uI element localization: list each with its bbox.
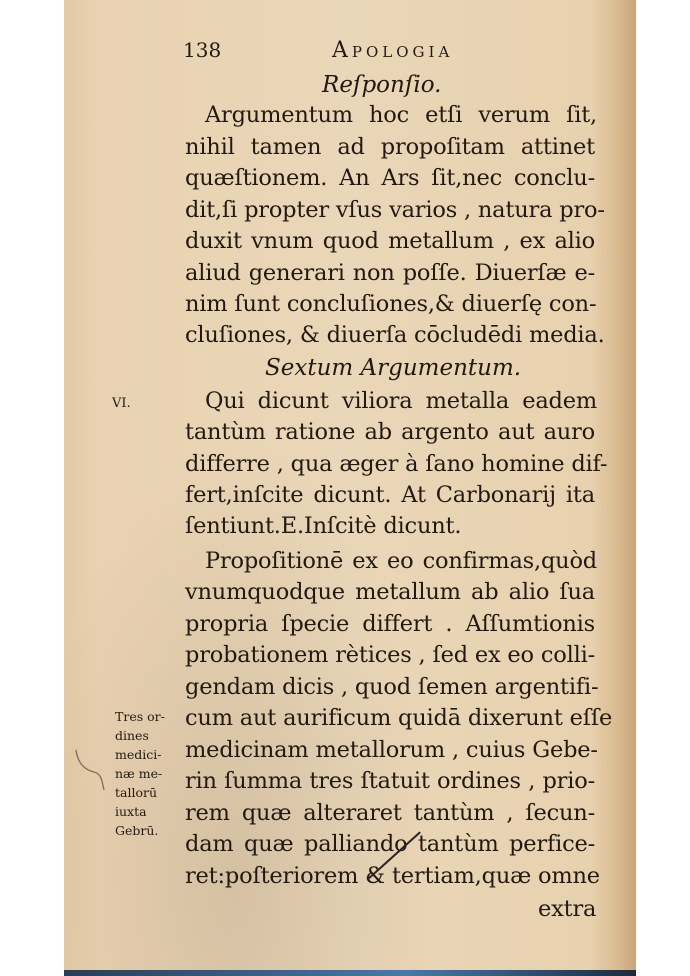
margin-note-line: medici- <box>115 747 162 762</box>
ink-squiggle-mark <box>64 740 114 800</box>
text-line: quæſtionem. An Ars ſit,nec conclu- <box>185 165 595 191</box>
margin-note-line: tallorū <box>115 785 158 800</box>
text-line: Propoſitionē ex eo confirmas,quòd <box>205 548 597 574</box>
text-line: gendam dicis , quod ſemen argentifi- <box>185 674 599 700</box>
text-line: rem quæ alteraret tantùm , ſecun- <box>185 800 595 826</box>
text-line: aliud generari non poſſe. Diuerſæ e- <box>185 260 595 286</box>
text-line: nim ſunt concluſiones,& diuerſę con- <box>185 291 597 317</box>
text-line: Argumentum hoc etſi verum ſit, <box>205 102 597 128</box>
text-line: fert,inſcite dicunt. At Carbonarij ita <box>185 482 595 508</box>
text-line: dam quæ palliando tantùm perfice- <box>185 831 595 857</box>
margin-note-line: næ me- <box>115 766 163 781</box>
text-line: differre , qua æger à ſano homine dif- <box>185 451 608 477</box>
text-line: vnumquodque metallum ab alio ſua <box>185 579 595 605</box>
margin-note-line: dines <box>115 728 149 743</box>
text-line: probationem rètices , ſed ex eo colli- <box>185 642 595 668</box>
text-line: propria ſpecie differt . Aſſumtionis <box>185 611 595 637</box>
text-line: rin ſumma tres ſtatuit ordines , prio- <box>185 768 595 794</box>
margin-note-line: Gebrū. <box>115 823 159 838</box>
text-line: medicinam metallorum , cuius Gebe- <box>185 737 598 763</box>
heading-responsio: Reſponſio. <box>322 72 442 98</box>
margin-note-line: iuxta <box>115 804 147 819</box>
text-line: ret:poſteriorem & tertiam,quæ omne <box>185 863 600 889</box>
margin-note <box>115 707 175 840</box>
page-number: 138 <box>183 38 222 62</box>
catchword: extra <box>538 896 597 922</box>
text-line: duxit vnum quod metallum , ex alio <box>185 228 595 254</box>
margin-note-line: Tres or- <box>115 709 165 724</box>
text-line: nihil tamen ad propoſitam attinet <box>185 134 595 160</box>
book-page <box>64 0 636 970</box>
text-line: dit,ſi propter vſus varios , natura pro- <box>185 197 605 223</box>
text-line: tantùm ratione ab argento aut auro <box>185 419 595 445</box>
text-line: cluſiones, & diuerſa cōcludēdi media. <box>185 322 605 348</box>
text-line: ſentiunt.E.Inſcitè dicunt. <box>185 513 462 539</box>
side-number: VI. <box>112 396 131 411</box>
running-title: Apologia <box>332 38 454 63</box>
page-bottom-edge <box>64 970 636 976</box>
text-line: cum aut aurificum quidā dixerunt eſſe <box>185 705 613 731</box>
text-line: Qui dicunt viliora metalla eadem <box>205 388 597 414</box>
heading-sextum-argumentum: Sextum Argumentum. <box>265 355 522 381</box>
